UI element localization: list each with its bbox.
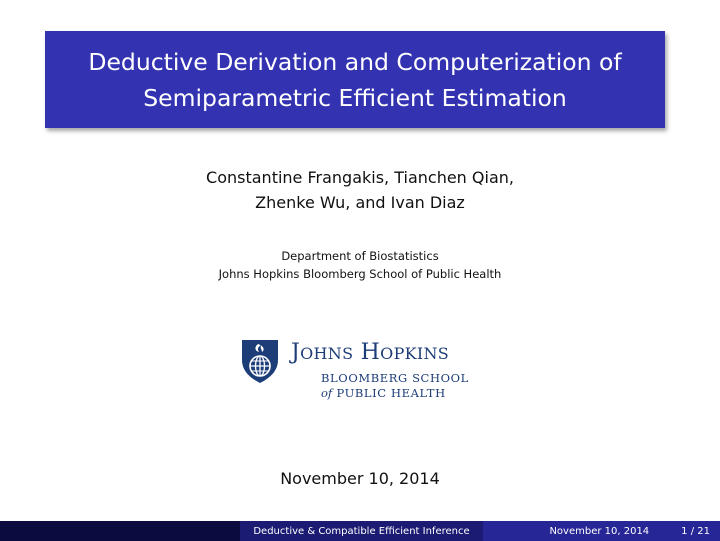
affiliation-department: Department of Biostatistics [281, 249, 439, 263]
presentation-date: November 10, 2014 [280, 469, 440, 488]
footer-date: November 10, 2014 [549, 525, 650, 537]
footer-bar [0, 521, 720, 541]
affiliation-school: Johns Hopkins Bloomberg School of Public Health [218, 267, 502, 281]
logo-wordmark [291, 338, 449, 369]
footer-left-segment [0, 521, 240, 541]
authors-line-1: Constantine Frangakis, Tianchen Qian, [206, 168, 514, 187]
title-block [45, 31, 665, 128]
logo-initial-h: H [360, 340, 381, 365]
logo-initial-j: J [291, 340, 301, 365]
jhsph-logo [240, 336, 472, 402]
logo-of: of [321, 386, 333, 400]
logo-subtitle-2 [321, 386, 446, 401]
title-line-1: Deductive Derivation and Computerization of [88, 47, 622, 76]
title-line-2: Semiparametric Efficient Estimation [143, 83, 567, 112]
authors-line-2: Zhenke Wu, and Ivan Diaz [255, 193, 465, 212]
footer-page-number: 1 / 21 [681, 525, 710, 537]
authors [0, 165, 720, 215]
logo-subtitle-1: BLOOMBERG SCHOOL [321, 371, 469, 385]
logo-smallcaps-ohns: OHNS [300, 344, 354, 363]
logo-smallcaps-opkins: OPKINS [380, 344, 450, 363]
shield-globe-icon [240, 338, 280, 384]
affiliation [0, 247, 720, 283]
logo-public-health: PUBLIC HEALTH [336, 386, 446, 400]
footer-short-title: Deductive & Compatible Efficient Inference [240, 521, 483, 541]
footer-right-segment [483, 521, 720, 541]
